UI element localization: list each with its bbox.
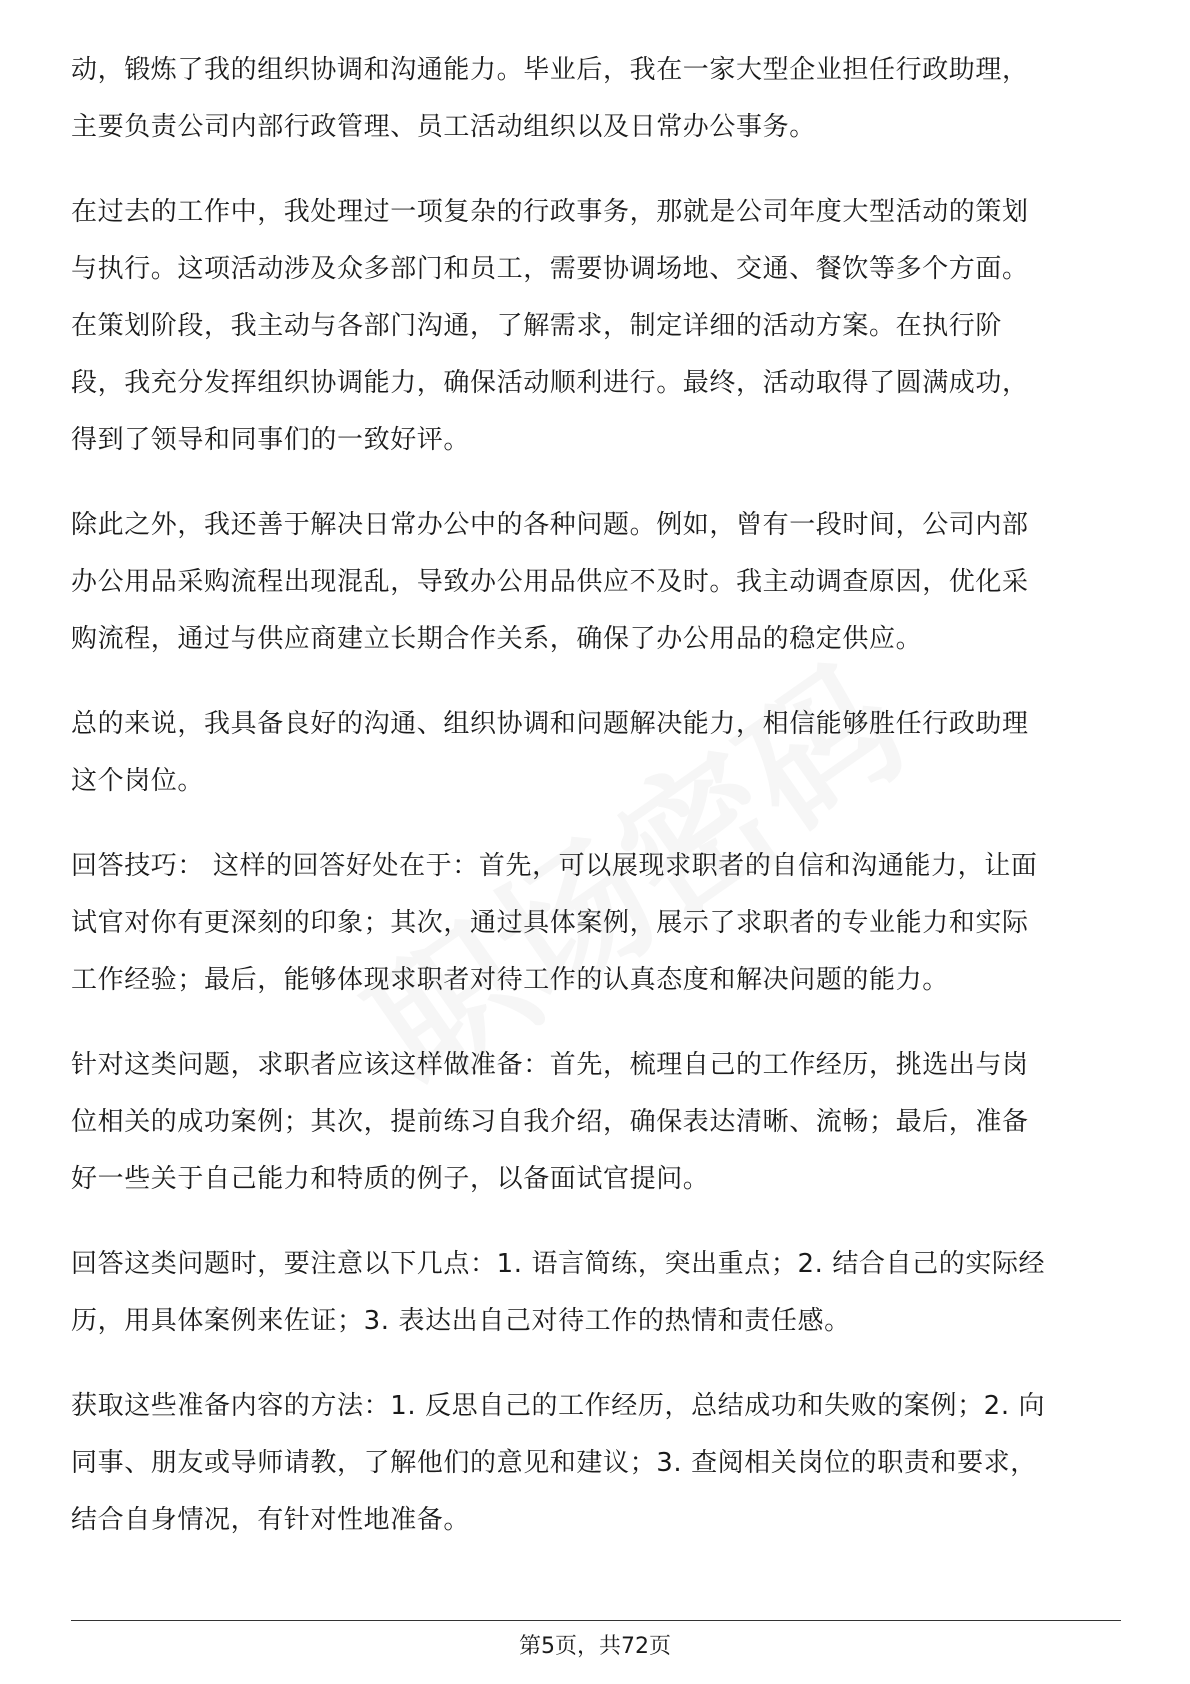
paragraph-2: 在过去的工作中，我处理过一项复杂的行政事务，那就是公司年度大型活动的策划 与执行。这项活动涉及众多部门和员工，需要协调场地、交通、餐饮等多个方面。 在策划阶段，我主动与各部门沟通，了解需求，制定详细的活动方案。在执行阶 段，我充分发挥组织协调能力，确保活动顺利进行。最终，活动取得了圆满成功， 得到了领导和同事们的一致好评。 (71, 197, 1029, 455)
paragraph-4: 总的来说，我具备良好的沟通、组织协调和问题解决能力，相信能够胜任行政助理 这个岗位。 (71, 709, 1029, 796)
page-number: 第5页，共72页 (519, 1634, 671, 1659)
paragraph-5: 回答技巧： 这样的回答好处在于：首先，可以展现求职者的自信和沟通能力，让面 试官对你有更深刻的印象；其次，通过具体案例，展示了求职者的专业能力和实际 工作经验；最后，能够体现求职者对待工作的认真态度和解决问题的能力。 (71, 851, 1038, 995)
paragraph-7: 回答这类问题时，要注意以下几点：1. 语言简练，突出重点；2. 结合自己的实际经 历，用具体案例来佐证；3. 表达出自己对待工作的热情和责任感。 (71, 1249, 1046, 1336)
paragraph-1: 动，锻炼了我的组织协调和沟通能力。毕业后，我在一家大型企业担任行政助理， 主要负责公司内部行政管理、员工活动组织以及日常办公事务。 (71, 55, 1029, 142)
footer-divider (71, 1620, 1121, 1621)
document-body (71, 42, 1121, 1577)
paragraph-3: 除此之外，我还善于解决日常办公中的各种问题。例如，曾有一段时间，公司内部 办公用品采购流程出现混乱，导致办公用品供应不及时。我主动调查原因，优化采 购流程，通过与供应商建立长期合作关系，确保了办公用品的稳定供应。 (71, 510, 1029, 654)
paragraph-6: 针对这类问题，求职者应该这样做准备：首先，梳理自己的工作经历，挑选出与岗 位相关的成功案例；其次，提前练习自我介绍，确保表达清晰、流畅；最后，准备 好一些关于自己能力和特质的例子，以备面试官提问。 (71, 1050, 1029, 1194)
paragraph-8: 获取这些准备内容的方法：1. 反思自己的工作经历，总结成功和失败的案例；2. 向 同事、朋友或导师请教，了解他们的意见和建议；3. 查阅相关岗位的职责和要求， 结合自身情况，有针对性地准备。 (71, 1391, 1046, 1535)
